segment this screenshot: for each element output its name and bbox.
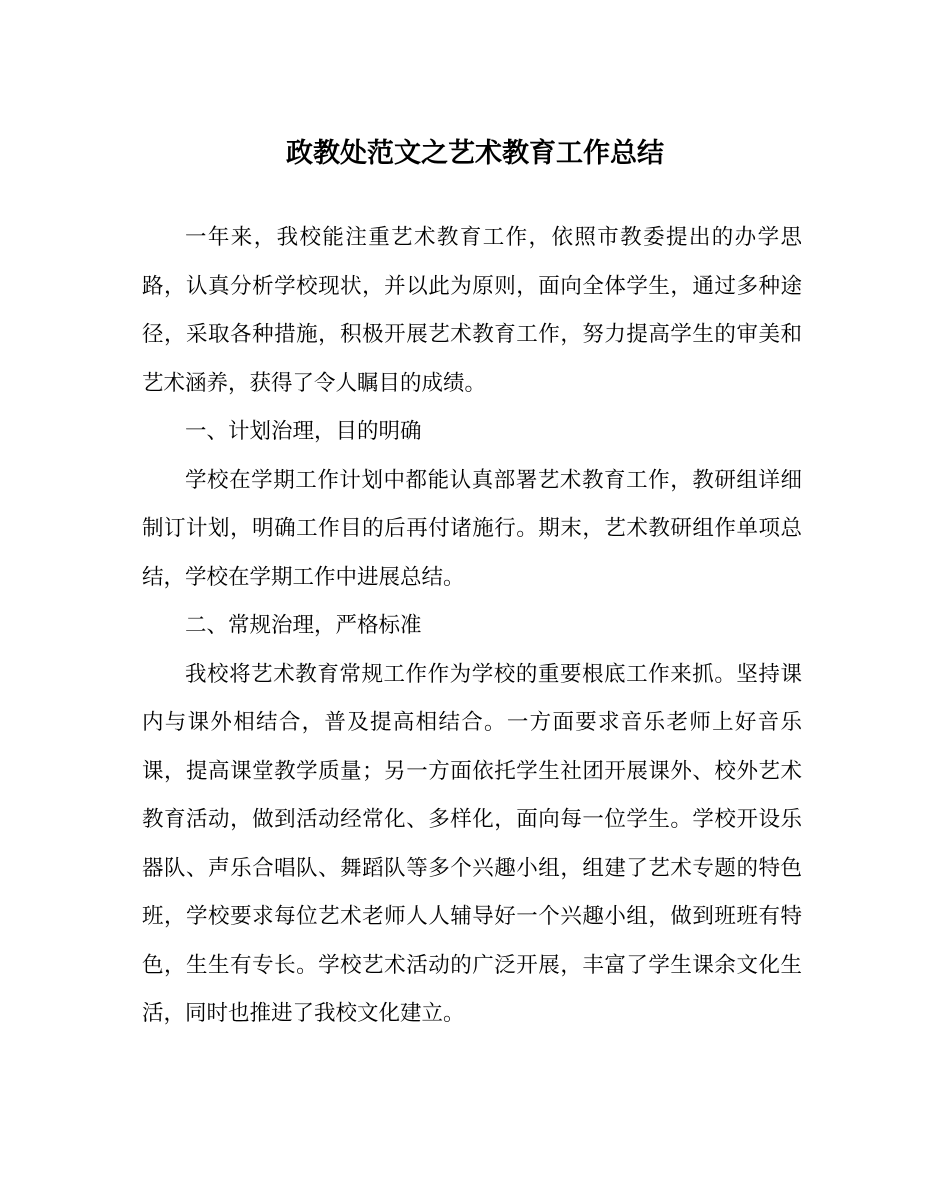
- section-heading-plan: 一、计划治理，目的明确: [185, 419, 422, 444]
- intro-paragraph: 一年来，我校能注重艺术教育工作，依照市教委提出的办学思路，认真分析学校现状，并以此为原则，面向全体学生，通过多种途径，采取各种措施，积极开展艺术教育工作，努力提高学生的审美和艺术涵养，获得了令人瞩目的成绩。: [142, 225, 802, 396]
- routine-paragraph: 我校将艺术教育常规工作作为学校的重要根底工作来抓。坚持课内与课外相结合，普及提高相结合。一方面要求音乐老师上好音乐课，提高课堂教学质量；另一方面依托学生社团开展课外、校外艺术教育活动，做到活动经常化、多样化，面向每一位学生。学校开设乐器队、声乐合唱队、舞蹈队等多个兴趣小组，组建了艺术专题的特色班，学校要求每位艺术老师人人辅导好一个兴趣小组，做到班班有特色，生生有专长。学校艺术活动的广泛开展，丰富了学生课余文化生活，同时也推进了我校文化建立。: [142, 661, 802, 1026]
- plan-paragraph: 学校在学期工作计划中都能认真部署艺术教育工作，教研组详细制订计划，明确工作目的后再付诸施行。期末，艺术教研组作单项总结，学校在学期工作中进展总结。: [142, 467, 802, 590]
- section-heading-routine: 二、常规治理，严格标准: [185, 613, 422, 638]
- document-title: 政教处范文之艺术教育工作总结: [286, 138, 664, 169]
- document-body: [142, 214, 802, 1039]
